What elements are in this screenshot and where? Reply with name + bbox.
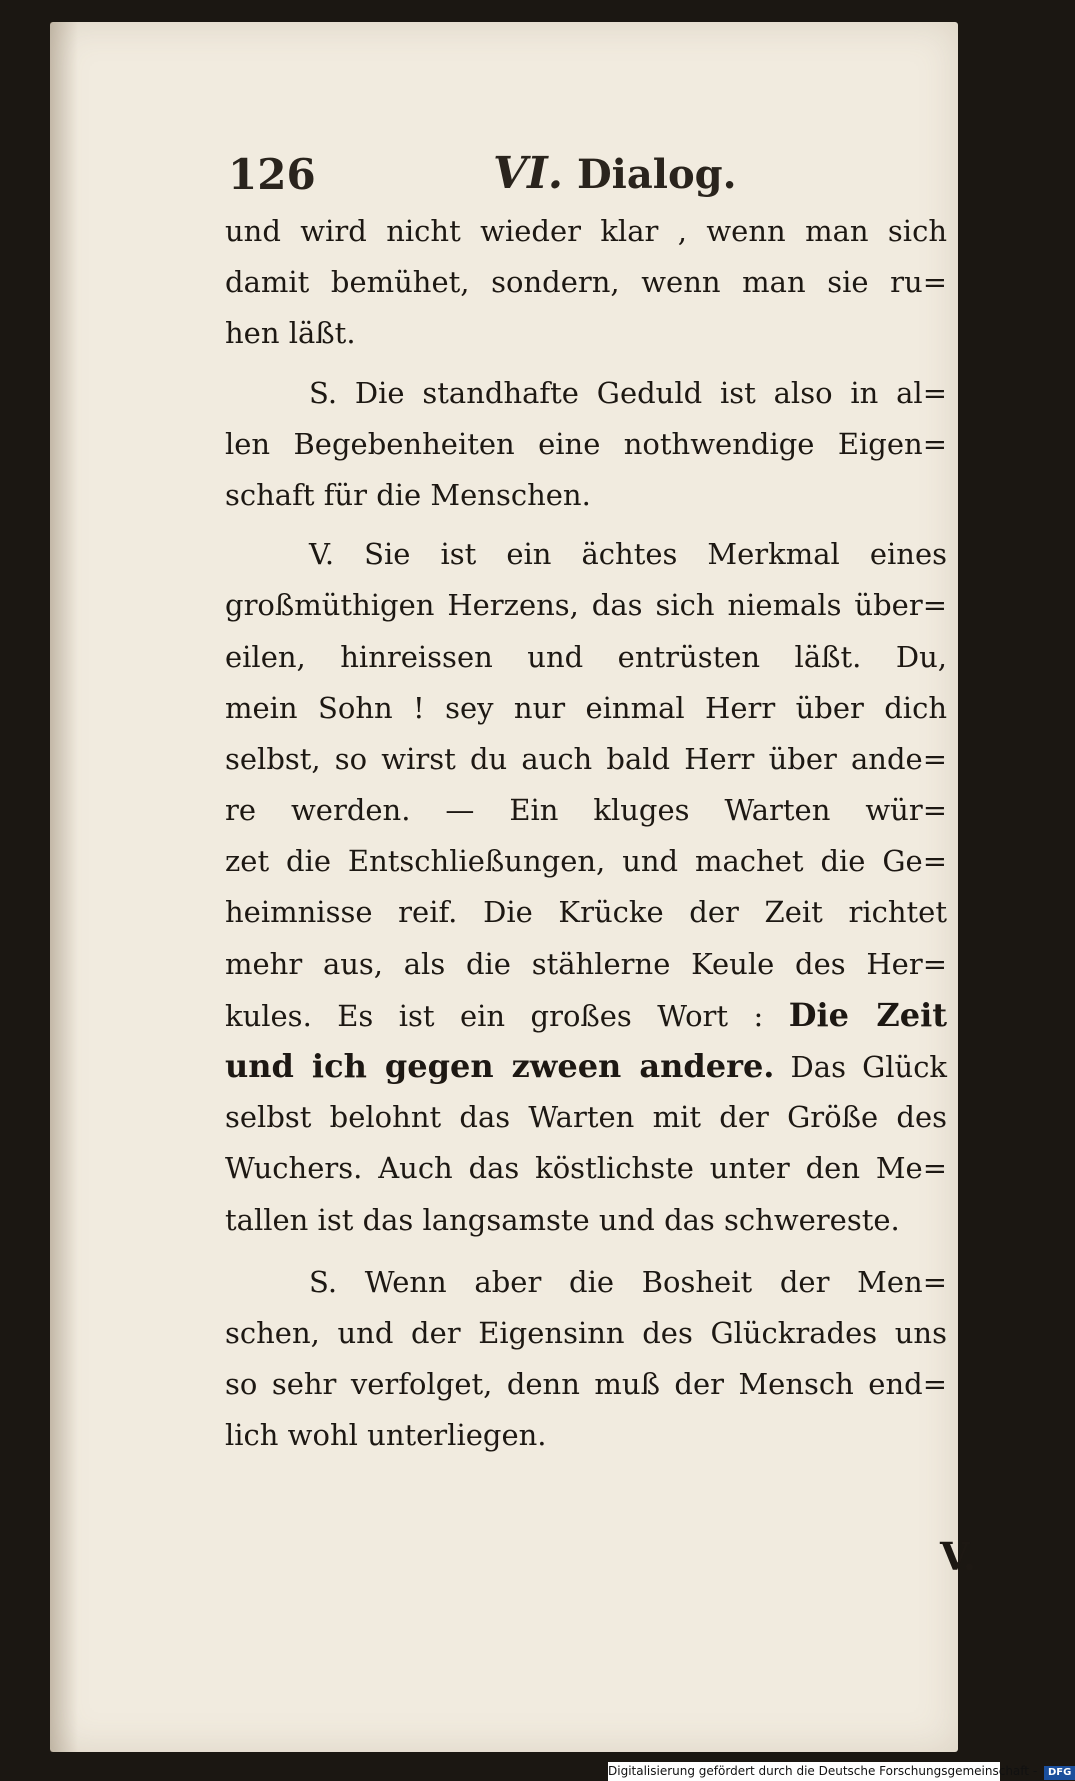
running-head-word: Dialog. [576, 151, 737, 198]
running-head-roman: VI. [493, 148, 564, 199]
emphasis-text: Die Zeit [788, 995, 947, 1034]
text-line: heimnisse reif. Die Krücke der Zeit richtet [225, 895, 947, 930]
text-line: eilen, hinreissen und entrüsten läßt. Du, [225, 639, 947, 674]
text-line: lich wohl unterliegen. [225, 1418, 547, 1453]
text-line: S. Wenn aber die Bosheit der Men= [309, 1264, 947, 1299]
body-text [225, 206, 947, 1462]
footer-text: Digitalisierung gefördert durch die Deutsche Forschungsgemeinschaft - [608, 1764, 1038, 1778]
text-line: selbst belohnt das Warten mit der Größe des [225, 1100, 947, 1135]
page-number: 126 [228, 150, 316, 199]
dfg-logo: DFG [1044, 1766, 1075, 1780]
text-line: hen läßt. [225, 316, 356, 351]
text-line: so sehr verfolget, denn muß der Mensch end= [225, 1367, 947, 1402]
text-line: großmüthigen Herzens, das sich niemals über= [225, 588, 947, 623]
text-line: mein Sohn ! sey nur einmal Herr über dich [225, 690, 947, 725]
text-line [225, 990, 947, 1041]
text-line: damit bemühet, sondern, wenn man sie ru= [225, 265, 947, 300]
page-header [228, 126, 768, 199]
text-line: zet die Entschließungen, und machet die Ge= [225, 844, 947, 879]
text-line: V. Sie ist ein ächtes Merkmal eines [309, 537, 947, 572]
text-line: re werden. — Ein kluges Warten wür= [225, 793, 947, 828]
text-line-head: kules. Es ist ein großes Wort : [225, 998, 764, 1033]
text-line: Wuchers. Auch das köstlichste unter den Me= [225, 1151, 947, 1186]
text-line-tail: Das Glück [790, 1050, 948, 1084]
text-line: und wird nicht wieder klar , wenn man sich [225, 214, 947, 248]
text-line: len Begebenheiten eine nothwendige Eigen= [225, 426, 947, 461]
running-head [493, 148, 737, 199]
text-line: mehr aus, als die stählerne Keule des Her= [225, 946, 947, 981]
text-line [225, 1041, 947, 1092]
text-line: schen, und der Eigensinn des Glückrades uns [225, 1315, 947, 1350]
catchword: V. [940, 1534, 977, 1579]
emphasis-text: und ich gegen zween andere. [225, 1047, 775, 1085]
text-line: selbst, so wirst du auch bald Herr über ande= [225, 741, 947, 776]
text-line: schaft für die Menschen. [225, 477, 591, 512]
text-line: S. Die standhafte Geduld ist also in al= [309, 375, 947, 410]
digitization-footer [608, 1762, 1072, 1781]
text-line: tallen ist das langsamste und das schwereste. [225, 1202, 900, 1237]
